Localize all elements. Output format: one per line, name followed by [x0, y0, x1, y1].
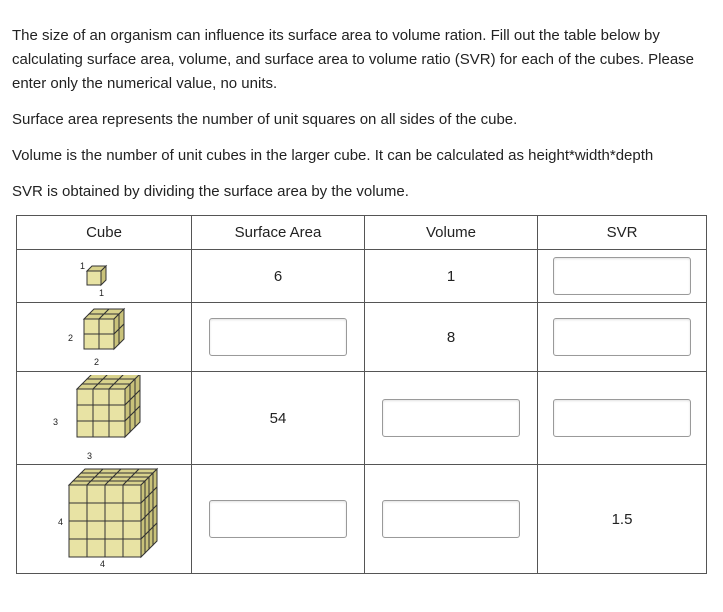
cube-height-label: 2: [68, 333, 74, 343]
header-svr: SVR: [538, 216, 707, 250]
table-row: [17, 250, 707, 303]
volume-input[interactable]: [382, 399, 520, 437]
svr-input[interactable]: [553, 318, 691, 356]
svr-cell: [538, 372, 707, 465]
cube-height-label: 4: [58, 517, 64, 527]
surface-area-input[interactable]: [209, 500, 347, 538]
header-surface-area: Surface Area: [192, 216, 365, 250]
volume-input[interactable]: [382, 500, 520, 538]
table-header-row: [17, 216, 707, 250]
cube-cell: [17, 250, 192, 303]
cube-width-label: 1: [99, 288, 105, 298]
cube-width-label: 3: [87, 451, 93, 461]
table-row: [17, 465, 707, 574]
cube-height-label: 1: [80, 261, 86, 271]
svr-value: 1.5: [538, 465, 707, 574]
cube-1-icon: [74, 254, 134, 298]
cube-height-label: 3: [53, 417, 59, 427]
cube-cell: [17, 303, 192, 372]
surface-area-value: 6: [192, 250, 365, 303]
volume-cell: [365, 372, 538, 465]
volume-cell: [365, 465, 538, 574]
cube-width-label: 2: [94, 357, 100, 367]
svr-input[interactable]: [553, 257, 691, 295]
cube-width-label: 4: [100, 559, 106, 569]
surface-area-input[interactable]: [209, 318, 347, 356]
svr-table: [16, 215, 707, 574]
header-cube: Cube: [17, 216, 192, 250]
surface-area-cell: [192, 465, 365, 574]
instruction-surface-area: Surface area represents the number of unit squares on all sides of the cube.: [12, 111, 518, 128]
instruction-intro: The size of an organism can influence its surface area to volume ration. Fill out the table below by calculating surface area, volume, and surface area to volume ratio (SVR) for each of the cubes. Please enter only the numerical value, no units.: [12, 27, 695, 92]
svr-input[interactable]: [553, 399, 691, 437]
cube-3-icon: [49, 375, 159, 461]
table-row: [17, 303, 707, 372]
header-volume: Volume: [365, 216, 538, 250]
instruction-svr: SVR is obtained by dividing the surface area by the volume.: [12, 183, 409, 200]
surface-area-cell: [192, 303, 365, 372]
instruction-volume: Volume is the number of unit cubes in the larger cube. It can be calculated as height*width*depth: [12, 147, 654, 164]
cube-cell: [17, 372, 192, 465]
svr-cell: [538, 250, 707, 303]
svr-cell: [538, 303, 707, 372]
cube-4-icon: [24, 467, 184, 571]
cube-cell: [17, 465, 192, 574]
volume-value: 8: [365, 303, 538, 372]
volume-value: 1: [365, 250, 538, 303]
cube-2-icon: [64, 305, 144, 369]
table-row: [17, 372, 707, 465]
instructions: [12, 24, 712, 204]
surface-area-value: 54: [192, 372, 365, 465]
